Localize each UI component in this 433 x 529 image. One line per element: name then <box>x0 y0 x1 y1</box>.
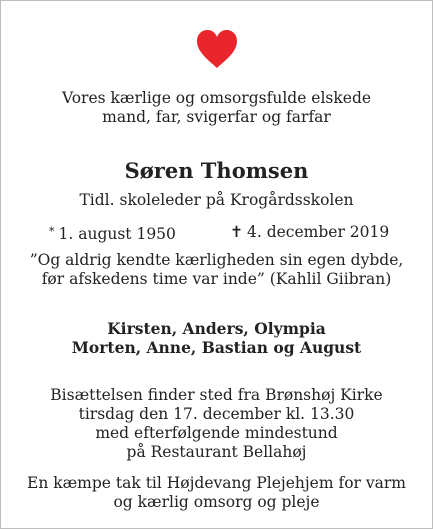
deceased-title: Tidl. skoleleder på Krogårdsskolen <box>79 191 354 209</box>
quote-line-1: ”Og aldrig kendte kærligheden sin egen dybde, <box>29 251 404 269</box>
death-date <box>230 222 389 242</box>
cross-icon: ✝ <box>230 223 243 241</box>
quote-line-2: før afskedens time var inde” (Kahlil Giibran) <box>41 270 392 288</box>
intro-line-2: mand, far, svigerfar og farfar <box>102 108 331 126</box>
birth-star-icon: * <box>49 225 55 238</box>
heart-icon <box>1 28 432 74</box>
birth-date-text: 1. august 1950 <box>58 225 176 243</box>
family-line-2: Morten, Anne, Bastian og August <box>71 338 362 357</box>
heart-icon-graphic <box>194 28 240 70</box>
funeral-line-3: med efterfølgende mindestund <box>95 424 338 442</box>
funeral-line-4: på Restaurant Bellahøj <box>126 443 307 461</box>
deceased-name: Søren Thomsen <box>124 158 309 183</box>
funeral-line-1: Bisættelsen finder sted fra Brønshøj Kirke <box>50 386 383 404</box>
birth-date <box>49 222 176 244</box>
thanks-line-2: og kærlig omsorg og pleje <box>113 493 320 511</box>
family-line-1: Kirsten, Anders, Olympia <box>107 319 326 338</box>
funeral-line-2: tirsdag den 17. december kl. 13.30 <box>78 405 355 423</box>
intro-line-1: Vores kærlige og omsorgsfulde elskede <box>61 89 372 107</box>
death-date-text: 4. december 2019 <box>247 223 390 241</box>
thanks-line-1: En kæmpe tak til Højdevang Plejehjem for varm <box>27 474 406 492</box>
